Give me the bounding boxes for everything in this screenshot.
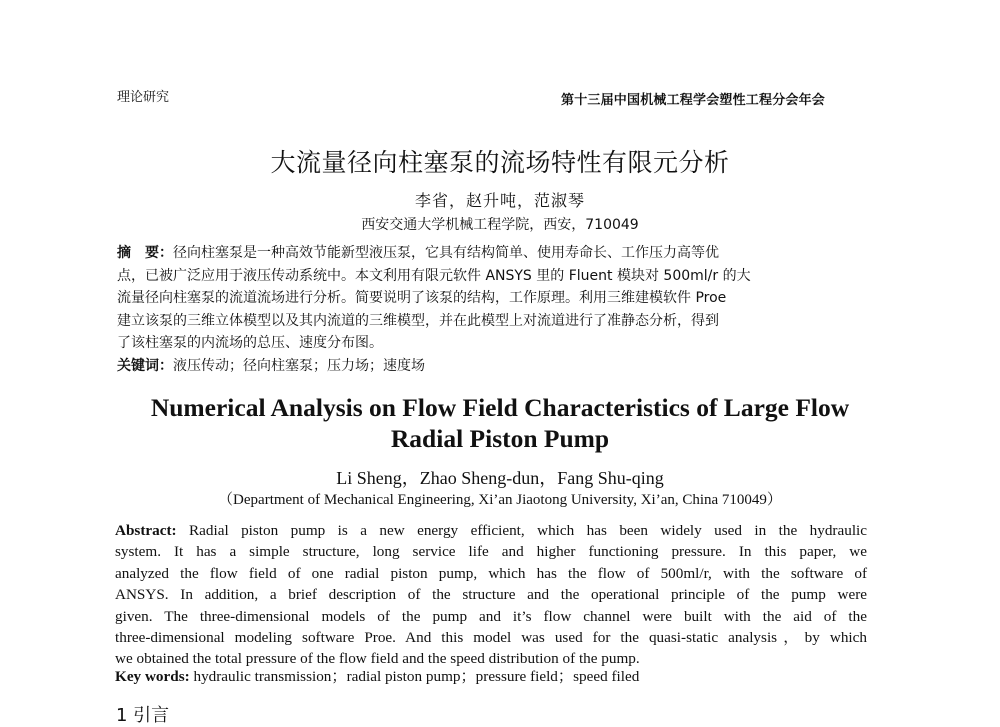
- english-abstract-line: three-dimensional modeling software Proe. And this model was used for the quasi-static analysis，by which: [115, 629, 867, 647]
- english-abstract-line: analyzed the flow field of one radial piston pump, which has the flow of 500ml/r, with the software of: [115, 564, 867, 582]
- english-abstract-label: Abstract:: [115, 522, 177, 539]
- chinese-keywords-label: 关键词：: [117, 357, 173, 374]
- chinese-abstract-line: 流量径向柱塞泵的流道流场进行分析。简要说明了该泵的结构，工作原理。利用三维建模软件 Proe: [117, 290, 727, 307]
- chinese-affiliation: 西安交通大学机械工程学院，西安，710049: [361, 217, 639, 233]
- english-abstract-line: system. It has a simple structure, long service life and higher functioning pressure. In this paper, we: [115, 543, 867, 561]
- chinese-abstract-line: 建立该泵的三维立体模型以及其内流道的三维模型，并在此模型上对流道进行了准静态分析，得到: [117, 312, 719, 329]
- english-abstract-line: given. The three-dimensional models of the pump and it’s flow channel were built with the aid of the: [115, 607, 867, 625]
- english-authors: Li Sheng，Zhao Sheng-dun，Fang Shu-qing: [336, 468, 664, 488]
- english-title-line: Radial Piston Pump: [390, 424, 610, 453]
- english-abstract-line: Abstract: Radial piston pump is a new energy efficient, which has been widely used in the hydraulic: [115, 522, 868, 539]
- chinese-abstract: [117, 242, 867, 378]
- section-heading-introduction: 1 引言: [116, 705, 170, 726]
- english-title: [0, 392, 1000, 454]
- chinese-abstract-line: 了该柱塞泵的内流场的总压、速度分布图。: [117, 335, 383, 352]
- chinese-abstract-line: 点，已被广泛应用于液压传动系统中。本文利用有限元软件 ANSYS 里的 Fluent 模块对 500ml/r 的大: [117, 267, 751, 284]
- running-header-conference: 第十三届中国机械工程学会塑性工程分会年会: [561, 93, 826, 108]
- chinese-title: 大流量径向柱塞泵的流场特性有限元分析: [270, 148, 730, 177]
- chinese-abstract-line: 摘 要：径向柱塞泵是一种高效节能新型液压泵，它具有结构简单、使用寿命长、工作压力高等优: [117, 245, 719, 261]
- english-abstract-line: we obtained the total pressure of the flow field and the speed distribution of the pump.: [115, 650, 640, 668]
- chinese-authors: 李省，赵升吨，范淑琴: [414, 191, 585, 210]
- english-affiliation: （Department of Mechanical Engineering, Xi’an Jiaotong University, Xi’an, China 710049）: [218, 492, 782, 508]
- running-header-category: 理论研究: [117, 90, 170, 105]
- english-title-line: Numerical Analysis on Flow Field Characteristics of Large Flow: [150, 393, 850, 422]
- english-abstract: [115, 520, 867, 670]
- chinese-keywords: 关键词：液压传动；径向柱塞泵；压力场；速度场: [117, 357, 425, 374]
- chinese-abstract-label: 摘 要：: [117, 245, 173, 261]
- english-keywords: Key words: hydraulic transmission；radial piston pump；pressure field；speed filed: [115, 668, 640, 685]
- english-keywords-label: Key words:: [115, 668, 190, 685]
- english-abstract-line: ANSYS. In addition, a brief description of the structure and the operational principle of the pump were: [115, 586, 867, 604]
